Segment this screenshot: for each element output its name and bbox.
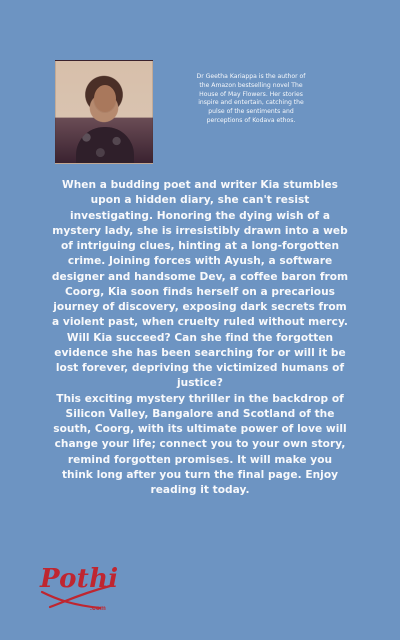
author-photo xyxy=(55,60,153,164)
publisher-logo xyxy=(26,564,126,616)
book-description: When a budding poet and writer Kia stumbles upon a hidden diary, she can't resist investigating. Honoring the dying wish of a mystery lady, she is irresistibly drawn into a web of intriguing clues, hinting at a long-forgotten crime. Joining forces with Ayush, a software designer and handsome Dev, a coffee baron from Coorg, Kia soon finds herself on a precarious journey of discovery, exposing dark secrets from a violent past, when cruelty ruled without mercy. Will Kia succeed? Can she find the forgotten evidence she has been searching for or will it be lost forever, depriving the victimized humans of justice? This exciting mystery thriller in the backdrop of Silicon Valley, Bangalore and Scotland of the south, Coorg, with its ultimate power of love will change your life; connect you to your own story, remind forgotten promises. It will make you think long after you turn the final page. Enjoy reading it today. xyxy=(51,179,349,496)
author-bio: Dr Geetha Kariappa is the author of the Amazon bestselling novel The House of May Flowers. Her stories inspire and entertain, catching the pulse of the sentiments and perceptions of Kodava ethos. xyxy=(196,73,306,125)
publisher-domain: .com xyxy=(90,605,106,612)
publisher-name: Pothi xyxy=(40,564,119,594)
